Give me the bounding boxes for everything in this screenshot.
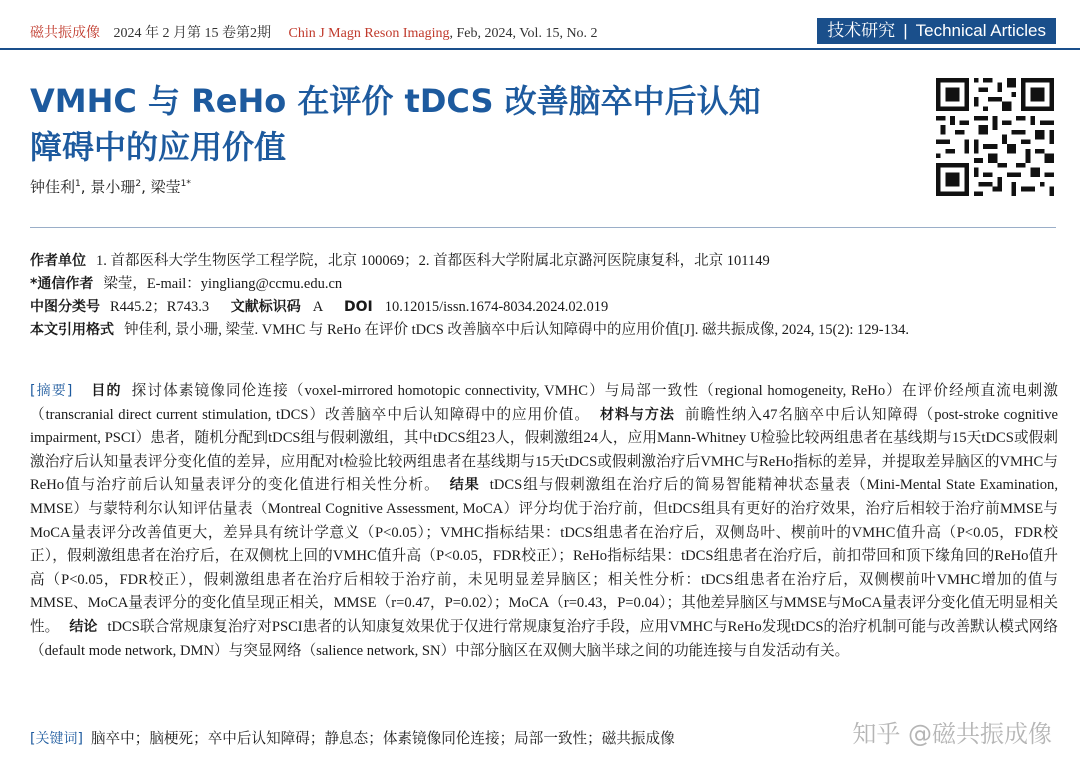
- objective-text: 探讨体素镜像同伦连接（voxel-mirrored homotopic connectivity, VMHC）与局部一致性（regional homogeneity, ReHo）在评价经颅直流电刺激（transcranial direct current stimulation, tDCS）改善脑卒中后认知障碍中的应用价值。: [30, 383, 1058, 423]
- journal-name-en: Chin J Magn Reson Imaging: [288, 26, 450, 41]
- header-divider: [30, 227, 1056, 228]
- author-separator: ,: [141, 178, 146, 196]
- journal-header: [0, 0, 1080, 50]
- author-affiliation-mark: 2: [135, 179, 142, 189]
- conclusion-text: tDCS联合常规康复治疗对PSCI患者的认知康复效果优于仅进行常规康复治疗手段，应用VMHC与ReHo发现tDCS的治疗机制可能与改善默认模式网络（default mode network, DMN）与突显网络（salience network, SN）中部分脑区在双侧大脑半球之间的功能连接与自发活动有关。: [30, 618, 1058, 659]
- affiliation-row: [30, 250, 1060, 273]
- classification-row: [30, 296, 1060, 319]
- doi-value: 10.12015/issn.1674-8034.2024.02.019: [384, 299, 609, 315]
- corresponding-text: 梁莹，E-mail：yingliang@ccmu.edu.cn: [103, 276, 343, 292]
- journal-info: [30, 22, 598, 42]
- section-cn: 技术研究: [827, 21, 896, 40]
- article-title: VMHC 与 ReHo 在评价 tDCS 改善脑卒中后认知障碍中的应用价值: [30, 82, 761, 166]
- author-separator: ,: [80, 178, 86, 196]
- doc-code-value: A: [312, 299, 323, 315]
- author-affiliation-mark: 1: [75, 179, 81, 189]
- results-label: 结果: [449, 477, 480, 494]
- watermark: 知乎 @磁共振成像: [852, 720, 1052, 748]
- qr-code-icon: [936, 78, 1054, 196]
- objective-label: 目的: [90, 383, 122, 399]
- affiliation-label: 作者单位: [30, 253, 86, 269]
- citation-text: 钟佳利, 景小珊, 梁莹. VMHC 与 ReHo 在评价 tDCS 改善脑卒中后认知障碍中的应用价值[J]. 磁共振成像, 2024, 15(2): 129-134.: [124, 322, 910, 338]
- keywords-text: 脑卒中；脑梗死；卒中后认知障碍；静息态；体素镜像同伦连接；局部一致性；磁共振成像: [90, 731, 675, 747]
- conclusion-label: 结论: [69, 618, 98, 635]
- corresponding-label: *通信作者: [30, 276, 94, 292]
- clc-value: R445.2；R743.3: [110, 299, 210, 315]
- author-affiliation-mark: 1*: [180, 179, 191, 189]
- citation-row: [30, 319, 1060, 342]
- author: 景小珊: [90, 178, 136, 196]
- section-separator: |: [903, 21, 908, 40]
- affiliation-text: 1. 首都医科大学生物医学工程学院，北京 100069；2. 首都医科大学附属北京潞河医院康复科，北京 101149: [96, 253, 770, 269]
- doi-label: DOI: [344, 299, 373, 315]
- author: 梁莹: [150, 178, 181, 196]
- corresponding-row: [30, 273, 1060, 296]
- section-tab: [817, 18, 1056, 44]
- citation-label: 本文引用格式: [30, 322, 114, 338]
- abstract-tag: [摘要]: [30, 383, 73, 399]
- article-meta: [30, 250, 1060, 342]
- methods-label: 材料与方法: [599, 406, 675, 423]
- abstract: [30, 380, 1058, 663]
- doc-code-label: 文献标识码: [230, 299, 301, 315]
- section-en: Technical Articles: [915, 21, 1046, 40]
- author-list: [30, 176, 191, 197]
- issue-en: , Feb, 2024, Vol. 15, No. 2: [449, 26, 598, 41]
- results-text: tDCS组与假刺激组在治疗后的简易智能精神状态量表（Mini-Mental State Examination, MMSE）与蒙特利尔认知评估量表（Montreal Cognitive Assessment, MoCA）评分均优于治疗前，但tDCS组具有更好的治疗效果，治疗后相较于治疗前MMSE与MoCA量表评分改善值更大，差异具有统计学意义（P<0.05）；VMHC指标结果：tDCS组患者在治疗后，双侧岛叶、楔前叶的VMHC值升高（P<0.05，FDR校正），假刺激组患者在治疗后，在双侧枕上回的VMHC值升高（P<0.05，FDR校正）；ReHo指标结果：tDCS组患者在治疗后，前扣带回和顶下缘角回的ReHo值升高（P<0.05，FDR校正），假刺激组患者在治疗后相较于治疗前，未见明显差异脑区；相关性分析：tDCS组患者在治疗后，双侧楔前叶VMHC增加的值与MMSE、MoCA量表评分的变化值呈现正相关，MMSE（r=0.47，P=0.02）；MoCA（r=0.43，P=0.04）；其他差异脑区与MMSE与MoCA量表评分变化值无明显相关性。: [30, 477, 1058, 635]
- author: 钟佳利: [30, 178, 76, 196]
- journal-name-cn: 磁共振成像: [30, 26, 100, 41]
- keywords-tag: [关键词]: [30, 731, 83, 747]
- clc-label: 中图分类号: [30, 299, 100, 315]
- methods-text: 前瞻性纳入47名脑卒中后认知障碍（post-stroke cognitive impairment, PSCI）患者，随机分配到tDCS组与假刺激组，其中tDCS组23人，假刺激组24人，应用Mann-Whitney U检验比较两组患者在基线期与15天tDCS或假刺激治疗后认知量表评分变化值的差异，应用配对t检验比较两组患者在基线期与15天tDCS或假刺激治疗后VMHC与ReHo指标的差异，并提取差异脑区的VMHC与ReHo值与治疗前后认知量表评分的变化值进行相关性分析。: [30, 406, 1058, 494]
- issue-cn: 2024 年 2 月第 15 卷第2期: [113, 26, 271, 41]
